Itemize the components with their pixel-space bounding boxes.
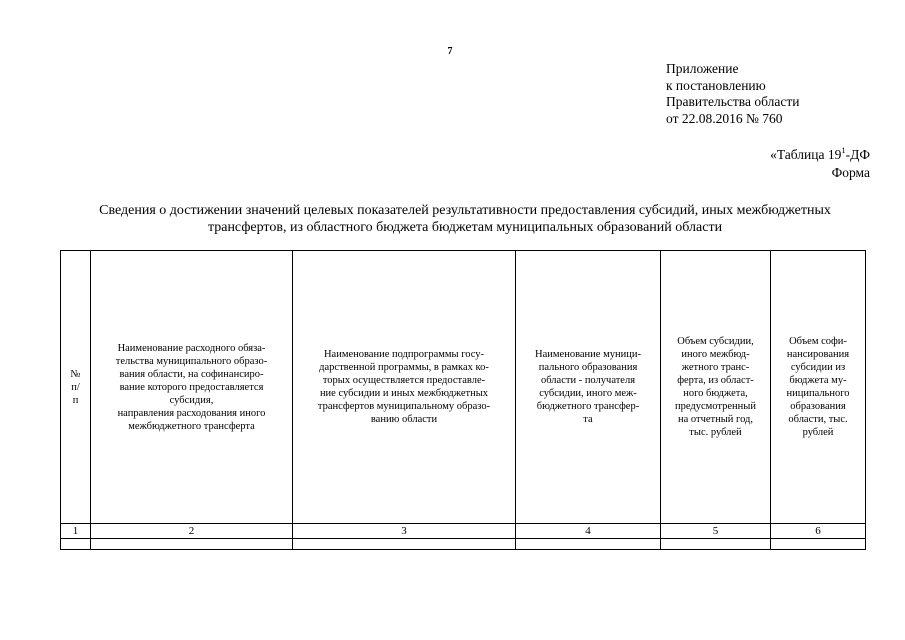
header-cell-expenditure-obligation (91, 251, 293, 524)
title-line: Сведения о достижении значений целевых показателей результативности предоставления субсидий, иных межбюджетных (99, 203, 831, 218)
table-row (61, 539, 866, 550)
table-number-prefix: «Таблица 19 (770, 147, 842, 162)
title-line: трансфертов, из областного бюджета бюджетам муниципальных образований области (207, 220, 723, 235)
table-cell (91, 539, 293, 550)
header-text: Объем субсидии, иного межбюд- жетного транс- ферта, из област- ного бюджета, предусмотренный на отчетный год, тыс. рублей (675, 336, 756, 438)
column-number-cell: 6 (771, 524, 866, 539)
header-cell-subprogram (293, 251, 516, 524)
column-number-cell: 2 (91, 524, 293, 539)
table-cell (61, 539, 91, 550)
header-cell-cofinancing-volume (771, 251, 866, 524)
header-text: № п/ п (70, 368, 81, 406)
table-number-suffix: -ДФ (845, 147, 870, 162)
table-reference (770, 146, 870, 182)
form-label: Форма (831, 165, 870, 180)
table-cell (661, 539, 771, 550)
appendix-line: Правительства области (666, 94, 800, 109)
table-number-superscript: 1 (841, 145, 846, 155)
table-number (770, 146, 870, 164)
table-cell (293, 539, 516, 550)
page-number: 7 (447, 46, 453, 57)
report-table (60, 250, 866, 550)
column-number-cell: 3 (293, 524, 516, 539)
header-text: Объем софи- нансирования субсидии из бюджета му- ниципального образования области, тыс. рублей (786, 336, 850, 438)
column-number-cell: 1 (61, 524, 91, 539)
header-cell-row-number (61, 251, 91, 524)
document-title (40, 202, 890, 236)
table-header-row (61, 251, 866, 524)
header-cell-municipality (516, 251, 661, 524)
column-number-cell: 4 (516, 524, 661, 539)
header-text: Наименование расходного обяза- тельства муниципального образо- вания области, на софинансиро- вание которого предоставляется субсидия, направления расходования иного межбюджетного трансферта (115, 342, 268, 432)
table-cell (771, 539, 866, 550)
column-number-row (61, 524, 866, 539)
header-text: Наименование муници- пального образования области - получателя субсидии, иного меж- бюджетного трансфер- та (535, 349, 641, 425)
appendix-line: Приложение (666, 61, 739, 76)
appendix-line: к постановлению (666, 77, 766, 93)
header-text: Наименование подпрограммы госу- дарственной программы, в рамках ко- торых осуществляется предоставле- ние субсидии и иных межбюджетных трансфертов муниципальному образо- ванию области (317, 349, 491, 425)
column-number-cell: 5 (661, 524, 771, 539)
table-cell (516, 539, 661, 550)
appendix-line: от 22.08.2016 № 760 (666, 110, 783, 126)
header-cell-subsidy-volume (661, 251, 771, 524)
appendix-block (666, 61, 799, 127)
